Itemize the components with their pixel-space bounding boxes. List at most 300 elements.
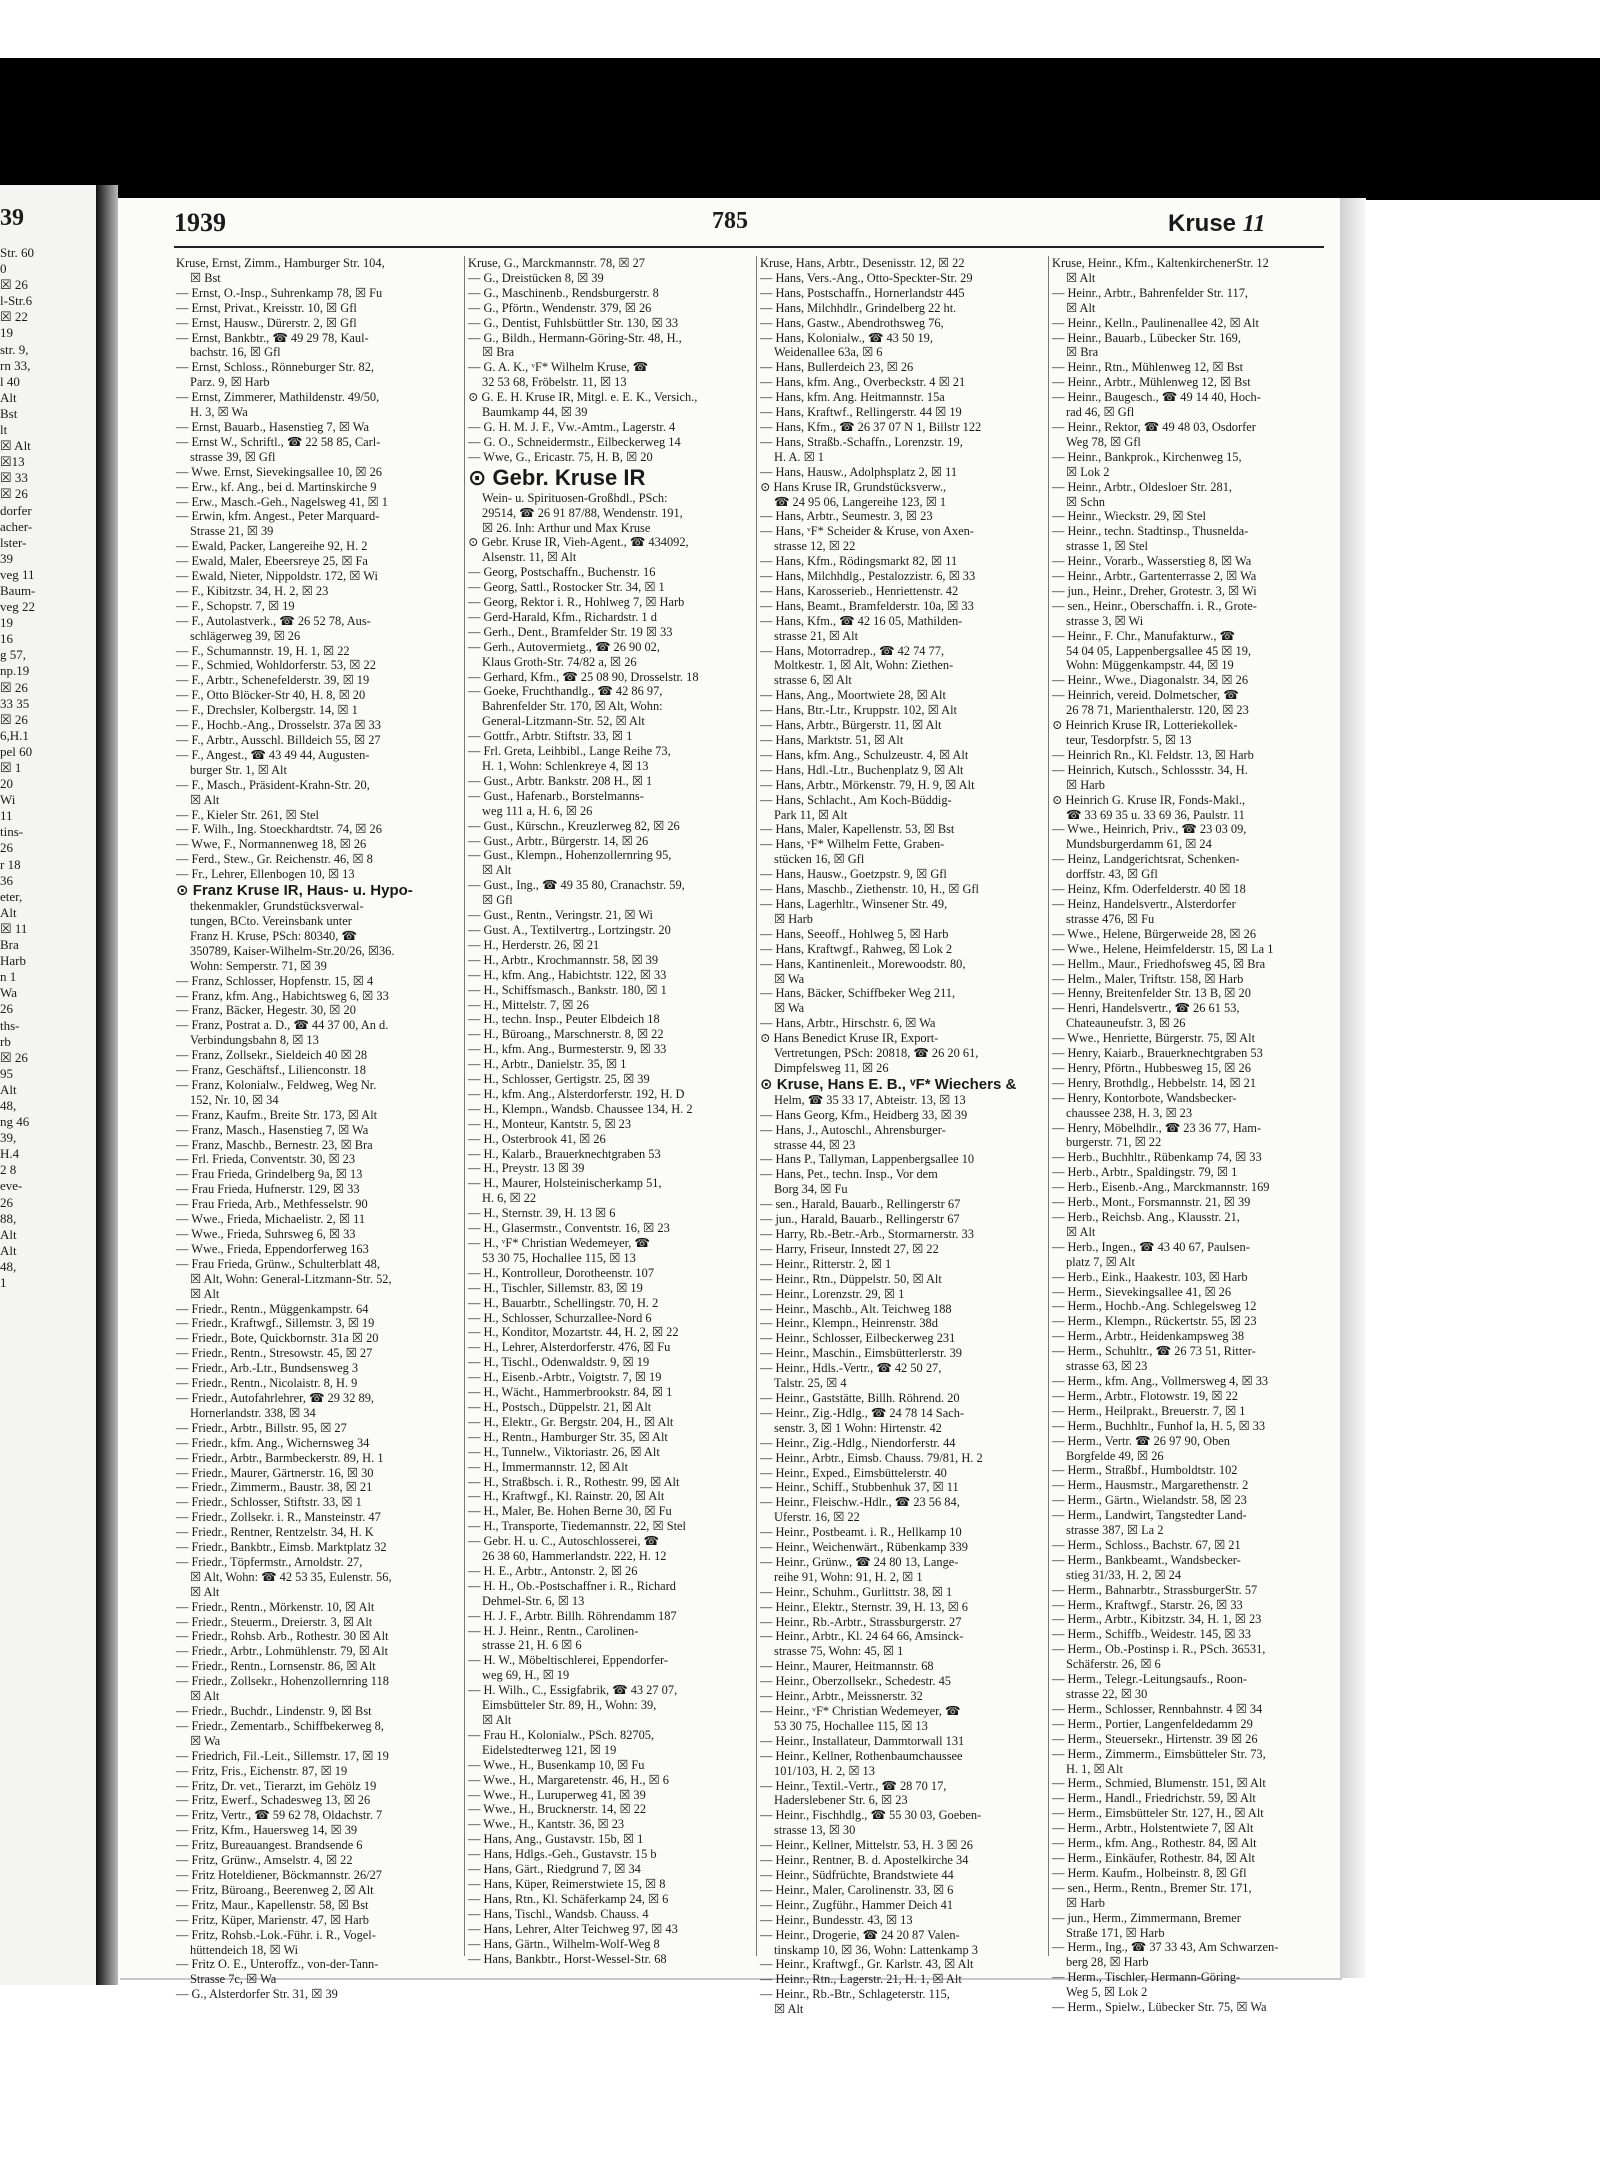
- directory-entry-line: strasse 39, ☒ Gfl: [190, 449, 276, 464]
- directory-entry-line: — H., Straßbsch. i. R., Rothestr. 99, ☒ Alt: [468, 1474, 680, 1489]
- directory-entry-line: — Hans, Kfm., ☎ 26 37 07 N 1, Billstr 122: [760, 419, 982, 434]
- directory-entry-line: — Friedr., Zollsekr. i. R., Mansteinstr. 47: [176, 1510, 381, 1525]
- directory-entry-line: senstr. 3, ☒ 1 Wohn: Hirtenstr. 42: [774, 1420, 942, 1435]
- previous-page-line: ☒ 26: [0, 711, 28, 727]
- directory-entry-line: — Franz, Maschb., Bernestr. 23, ☒ Bra: [176, 1137, 373, 1152]
- directory-entry-line: Mundsburgerdamm 61, ☒ 24: [1066, 837, 1212, 852]
- previous-page-line: 19: [0, 615, 13, 631]
- previous-page-line: Alt: [0, 1226, 17, 1242]
- directory-entry-line: — Heinr., Arbtr., Mühlenweg 12, ☒ Bst: [1052, 375, 1251, 390]
- directory-entry-line: Talstr. 25, ☒ 4: [774, 1376, 847, 1391]
- directory-entry-line: — Herb., Ingen., ☎ 43 40 67, Paulsen-: [1052, 1239, 1250, 1254]
- directory-entry-line: — Fritz, Bureauangest. Brandsende 6: [176, 1838, 363, 1853]
- directory-entry-line: — Heinr., Maurer, Heitmannstr. 68: [760, 1659, 934, 1674]
- previous-page-line: rn 33,: [0, 357, 31, 373]
- directory-entry-line: — Heinr., Kelln., Paulinenallee 42, ☒ Alt: [1052, 315, 1259, 330]
- directory-entry-line: — Hans, Vers.-Ang., Otto-Speckter-Str. 29: [760, 270, 973, 285]
- directory-entry-line: — Heinr., Wieckstr. 29, ☒ Stel: [1052, 509, 1206, 524]
- directory-entry-line: — Wwe., Helene, Heimfelderstr. 15, ☒ La 1: [1052, 941, 1274, 956]
- directory-entry-line: — Hans, Ang., Moortwiete 28, ☒ Alt: [760, 688, 946, 703]
- directory-entry-line: — Franz, Kolonialw., Feldweg, Weg Nr.: [176, 1077, 377, 1092]
- directory-entry-line: — Hans, Rtn., Kl. Schäferkamp 24, ☒ 6: [468, 1891, 669, 1906]
- directory-entry-line: ☒ Bst: [190, 270, 221, 285]
- directory-entry-line: — Herm., Schmied, Blumenstr. 151, ☒ Alt: [1052, 1776, 1266, 1791]
- directory-entry-line: — Hans, Kfm., Rödingsmarkt 82, ☒ 11: [760, 554, 958, 569]
- directory-entry-line: — Henry, Kontorbote, Wandsbecker-: [1052, 1090, 1237, 1105]
- directory-entry-line: Wein- u. Spirituosen-Großhdl., PSch:: [482, 490, 668, 505]
- directory-entry-line: — Heinr., Rentner, B. d. Apostelkirche 34: [760, 1853, 969, 1868]
- directory-entry-line: — H., Schiffsmasch., Bankstr. 180, ☒ 1: [468, 982, 667, 997]
- directory-entry-line: — H., Maurer, Holsteinischerkamp 51,: [468, 1176, 662, 1191]
- directory-entry-line: — Erw., kf. Ang., bei d. Martinskirche 9: [176, 479, 377, 494]
- directory-entry-line: — Wwe., Frieda, Michaelistr. 2, ☒ 11: [176, 1212, 366, 1227]
- directory-entry-line: — Gust. A., Textilvertrg., Lortzingstr. 20: [468, 922, 671, 937]
- directory-entry-line: — Heinr., Südfrüchte, Brandstwiete 44: [760, 1867, 954, 1882]
- previous-page-line: ☒ 26: [0, 277, 28, 293]
- directory-entry-line: ☒ Schn: [1066, 494, 1105, 509]
- directory-entry-line: — Heinr., Hdls.-Vertr., ☎ 42 50 27,: [760, 1361, 942, 1376]
- directory-entry-line: — Wwe., H., Margaretenstr. 46, H., ☒ 6: [468, 1772, 669, 1787]
- previous-page-line: H.4: [0, 1146, 20, 1162]
- previous-page-line: 88,: [0, 1210, 17, 1226]
- directory-entry-line: — Herm., Buchhltr., Funhof la, H. 5, ☒ 33: [1052, 1418, 1266, 1433]
- directory-entry-line: General-Litzmann-Str. 52, ☒ Alt: [482, 714, 645, 729]
- directory-entry-line: — Harry, Rb.-Betr.-Arb., Stormarnerstr. 33: [760, 1227, 974, 1241]
- directory-entry-line: — Fritz, Rohsb.-Lok.-Führ. i. R., Vogel-: [176, 1927, 376, 1942]
- directory-entry-line: Alsenstr. 11, ☒ Alt: [482, 550, 577, 565]
- directory-entry-line: — H., Wächt., Hammerbrookstr. 84, ☒ 1: [468, 1385, 673, 1400]
- directory-entry-line: Straße 171, ☒ Harb: [1066, 1925, 1165, 1940]
- directory-entry-line: ☒ Harb: [1066, 777, 1105, 792]
- page-header: [118, 208, 1340, 240]
- previous-page-line: g 57,: [0, 647, 26, 663]
- directory-entry-line: — Frau Frieda, Grindelberg 9a, ☒ 13: [176, 1167, 363, 1182]
- directory-entry-line: — Herm., Telegr.-Leitungsaufs., Roon-: [1052, 1672, 1248, 1687]
- directory-entry-line: — Hans, Milchhdlr., Grindelberg 22 ht.: [760, 300, 957, 315]
- previous-page-line: eter,: [0, 888, 23, 904]
- directory-entry-line: — Heinr., Exped., Eimsbüttelerstr. 40: [760, 1465, 947, 1480]
- directory-entry-line: — Heinz, Kfm. Oderfelderstr. 40 ☒ 18: [1052, 882, 1246, 897]
- directory-entry-line: — Herm., Vertr. ☎ 26 97 90, Oben: [1052, 1433, 1230, 1448]
- directory-entry-line: — Heinr., Schuhm., Gurlittstr. 38, ☒ 1: [760, 1584, 953, 1599]
- directory-entry-line: — jun., Heinr., Dreher, Grotestr. 3, ☒ Wi: [1052, 583, 1257, 598]
- directory-entry-line: — Frau H., Kolonialw., PSch. 82705,: [468, 1727, 655, 1742]
- directory-entry-line: — H., Büroang., Marschnerstr. 8, ☒ 22: [468, 1027, 664, 1042]
- directory-entry-line: — Fritz, Ewerf., Schadesweg 13, ☒ 26: [176, 1793, 371, 1808]
- previous-page-line: 2 8: [0, 1162, 17, 1178]
- directory-entry-line: — Heinr., Kraftwgf., Gr. Karlstr. 43, ☒ Alt: [760, 1957, 974, 1972]
- directory-entry-line: — Hans, Hdl.-Ltr., Buchenplatz 9, ☒ Alt: [760, 762, 964, 777]
- directory-entry-line: — Heinr., Postbeamt. i. R., Hellkamp 10: [760, 1525, 962, 1540]
- directory-entry-line: — Hans, Bullerdeich 23, ☒ 26: [760, 360, 914, 375]
- directory-entry-line: — Heinr., Maschin., Eimsbütterlerstr. 39: [760, 1346, 963, 1361]
- directory-entry-line: — Hans, ᵛF* Scheider & Kruse, von Axen-: [760, 524, 974, 539]
- directory-entry-line: — Erwin, kfm. Angest., Peter Marquard-: [176, 509, 380, 524]
- directory-entry-line: Weidenallee 63a, ☒ 6: [774, 345, 883, 360]
- previous-page-year: 39: [0, 205, 24, 231]
- directory-entry-line: — H., Klempn., Wandsb. Chaussee 134, H. 2: [468, 1101, 693, 1116]
- directory-entry-line: — Fritz, Kfm., Hauersweg 14, ☒ 39: [176, 1823, 358, 1838]
- directory-entry-line: — Friedr., Rentn., Nicolaistr. 8, H. 9: [176, 1376, 358, 1391]
- directory-entry-line: — Gust., Klempn., Hohenzollernring 95,: [468, 848, 672, 863]
- directory-entry-line: — Heinrich, vereid. Dolmetscher, ☎: [1052, 688, 1239, 703]
- column-3: [760, 256, 1042, 2017]
- directory-entry-line: — Friedr., Rentn., Stresowstr. 45, ☒ 27: [176, 1346, 373, 1361]
- directory-entry-line: H. 1, Wohn: Schlenkreye 4, ☒ 13: [482, 759, 649, 773]
- directory-entry-line: — Herm., Zimmerm., Eimsbütteler Str. 73,: [1052, 1746, 1266, 1761]
- directory-entry-line: — Hellm., Maur., Friedhofsweg 45, ☒ Bra: [1052, 956, 1266, 971]
- previous-page-line: lt: [0, 422, 8, 438]
- directory-entry-line: strasse 13, ☒ 30: [774, 1823, 856, 1838]
- directory-entry-line: — Friedr., Rentner, Rentzelstr. 34, H. K: [176, 1525, 374, 1540]
- previous-page-line: ☒ 1: [0, 760, 22, 775]
- directory-entry-line: — Herb., Eisenb.-Ang., Marckmannstr. 169: [1052, 1180, 1270, 1195]
- directory-entry-line: — G., Pförtn., Wendenstr. 379, ☒ 26: [468, 300, 652, 315]
- directory-entry-line: H. A. ☒ 1: [774, 449, 825, 464]
- directory-entry-line: — Gust., Hafenarb., Borstelmanns-: [468, 788, 644, 803]
- column-4: [1052, 256, 1320, 2015]
- directory-entry-line: — Ewald, Maler, Ebeersreye 25, ☒ Fa: [176, 554, 368, 569]
- directory-entry-line: — Henry, Brothdlg., Hebbelstr. 14, ☒ 21: [1052, 1075, 1257, 1090]
- directory-entry-line: — Friedr., Zimmerm., Baustr. 38, ☒ 21: [176, 1480, 373, 1495]
- directory-entry-line: Weg 78, ☒ Gfl: [1066, 434, 1141, 449]
- directory-entry-line: — H., Konditor, Mozartstr. 44, H. 2, ☒ 22: [468, 1325, 679, 1340]
- directory-entry-line: — Hans, Gärt., Riedgrund 7, ☒ 34: [468, 1862, 641, 1877]
- previous-page-line: Alt: [0, 1081, 17, 1097]
- directory-entry-line: — Heinr., Arbtr., Gartenterrasse 2, ☒ Wa: [1052, 569, 1257, 584]
- directory-entry-line: — G., Dreistücken 8, ☒ 39: [468, 270, 604, 285]
- directory-entry-line: — Ernst, Bankbtr., ☎ 49 29 78, Kaul-: [176, 330, 369, 345]
- directory-entry-line: — Hans, Motorradrep., ☎ 42 74 77,: [760, 643, 945, 658]
- directory-entry-line: — Frl. Greta, Leihbibl., Lange Reihe 73,: [468, 744, 671, 759]
- directory-entry-line: — Herm., Gärtn., Wielandstr. 58, ☒ 23: [1052, 1493, 1247, 1508]
- directory-entry-line: Hornerlandstr. 338, ☒ 34: [190, 1405, 316, 1420]
- directory-entry-line: — Hans, Kolonialw., ☎ 43 50 19,: [760, 330, 933, 345]
- directory-entry-line: — Hans, Ang., Gustavstr. 15b, ☒ 1: [468, 1832, 644, 1847]
- directory-entry-line: — Ernst W., Schriftl., ☎ 22 58 85, Carl-: [176, 434, 381, 449]
- directory-entry-line: — Hans, Beamt., Bramfelderstr. 10a, ☒ 33: [760, 598, 974, 613]
- previous-page-line: 0: [0, 261, 7, 277]
- directory-entry-line: — Heinr., ᵛF* Christian Wedemeyer, ☎: [760, 1704, 961, 1718]
- header-keyword-text: Kruse: [1168, 210, 1237, 237]
- directory-entry-line: strasse 476, ☒ Fu: [1066, 911, 1155, 926]
- directory-entry-line: — Harry, Friseur, Innstedt 27, ☒ 22: [760, 1241, 939, 1256]
- directory-entry-line: — Herb., Arbtr., Spaldingstr. 79, ☒ 1: [1052, 1165, 1238, 1180]
- directory-entry-line: burgerstr. 71, ☒ 22: [1066, 1135, 1162, 1150]
- directory-entry-line: — Herm., Portier, Langenfeldedamm 29: [1052, 1716, 1253, 1731]
- directory-entry-line: — Hans, Hausw., Adolphsplatz 2, ☒ 11: [760, 464, 958, 479]
- directory-entry-line: — Friedr., Maurer, Gärtnerstr. 16, ☒ 30: [176, 1465, 374, 1480]
- directory-entry-line: — Herm., Arbtr., Heidenkampsweg 38: [1052, 1329, 1245, 1344]
- directory-entry-line: — G. O., Schneidermstr., Eilbeckerweg 14: [468, 434, 681, 449]
- directory-entry-line: ☒ Harb: [1066, 1895, 1105, 1910]
- directory-entry-line: — Herb., Eink., Haakestr. 103, ☒ Harb: [1052, 1269, 1248, 1284]
- directory-entry-line: — F., Drechsler, Kolbergstr. 14, ☒ 1: [176, 703, 358, 718]
- directory-entry-line: — Herm., Arbtr., Flotowstr. 19, ☒ 22: [1052, 1388, 1238, 1403]
- directory-entry-line: ☒ Harb: [774, 911, 813, 926]
- directory-entry-line: — Henry, Möbelhdlr., ☎ 23 36 77, Ham-: [1052, 1120, 1262, 1135]
- directory-entry-line: — Herm., Schloss., Bachstr. 67, ☒ 21: [1052, 1537, 1241, 1552]
- directory-entry-line: ☒ Alt: [190, 1584, 220, 1599]
- previous-page-line: 19: [0, 325, 13, 341]
- directory-entry-line: — Herm., Steuersekr., Hirtenstr. 39 ☒ 26: [1052, 1731, 1258, 1746]
- directory-entry-line: — Hans, Lagerhltr., Winsener Str. 49,: [760, 896, 948, 911]
- directory-entry-line: — Franz, Postrat a. D., ☎ 44 37 00, An d.: [176, 1018, 389, 1033]
- directory-entry-line: — H., Monteur, Kantstr. 5, ☒ 23: [468, 1116, 632, 1131]
- directory-entry-line: ☒ Alt, Wohn: General-Litzmann-Str. 52,: [190, 1271, 392, 1286]
- directory-entry-line: 101/103, H. 2, ☒ 13: [774, 1763, 875, 1778]
- directory-entry-line: — Hans, Küper, Reimerstwiete 15, ☒ 8: [468, 1876, 666, 1891]
- directory-entry-line: ⊙ Hans Benedict Kruse IR, Export-: [760, 1031, 939, 1046]
- directory-entry-line: — Hans, Kraftwf., Rellingerstr. 44 ☒ 19: [760, 405, 962, 420]
- previous-page-line: str. 9,: [0, 341, 29, 357]
- directory-entry-line: — Heinr., Installateur, Dammtorwall 131: [760, 1733, 965, 1748]
- previous-page-line: 1: [0, 1275, 7, 1290]
- directory-entry-line: — Friedr., Arbtr., Barmbeckerstr. 89, H. 1: [176, 1450, 384, 1465]
- directory-entry-line: ☒ Wa: [774, 1001, 805, 1016]
- directory-entry-line: — H., Preystr. 13 ☒ 39: [468, 1161, 585, 1176]
- directory-entry-line: 26 38 60, Hammerlandstr. 222, H. 12: [482, 1549, 667, 1564]
- directory-entry-line: — F., Kieler Str. 261, ☒ Stel: [176, 807, 319, 822]
- directory-entry-line: — F., Arbtr., Schenefelderstr. 39, ☒ 19: [176, 673, 370, 688]
- directory-entry-line: — Friedrich, Fil.-Leit., Sillemstr. 17, ☒ 19: [176, 1748, 389, 1763]
- previous-page-line: ☒13: [0, 454, 25, 470]
- directory-entry-line: — Hans, Schlacht., Am Koch-Büddig-: [760, 792, 952, 807]
- directory-entry-line: — G., Alsterdorfer Str. 31, ☒ 39: [176, 1987, 338, 2002]
- directory-entry-line: strasse 21, H. 6 ☒ 6: [482, 1638, 582, 1653]
- directory-entry-line: — Heinr., Schiff., Stubbenhuk 37, ☒ 11: [760, 1480, 959, 1495]
- directory-entry-line: 350789, Kaiser-Wilhelm-Str.20/26, ☒36.: [190, 943, 395, 958]
- previous-page-line: ☒ 26: [0, 1049, 28, 1065]
- directory-entry-line: teur, Tesdorpfstr. 5, ☒ 13: [1066, 733, 1192, 747]
- directory-entry-line: — F., Otto Blöcker-Str 40, H. 8, ☒ 20: [176, 688, 366, 703]
- directory-entry-line: — H., Maler, Be. Hohen Berne 30, ☒ Fu: [468, 1504, 672, 1519]
- directory-entry-line: — Friedr., Rentn., Müggenkampstr. 64: [176, 1301, 369, 1316]
- directory-entry-line: — Heinr., F. Chr., Manufakturw., ☎: [1052, 628, 1235, 643]
- directory-entry-line: — Fritz, Grünw., Amselstr. 4, ☒ 22: [176, 1853, 353, 1868]
- directory-entry-line: — H., Kraftwgf., Kl. Rainstr. 20, ☒ Alt: [468, 1489, 665, 1504]
- directory-entry-line: — Frau Frieda, Hufnerstr. 129, ☒ 33: [176, 1182, 360, 1197]
- previous-page-line: Wi: [0, 792, 16, 808]
- directory-entry-line: — Friedr., Bankbtr., Eimsb. Marktplatz 32: [176, 1540, 387, 1555]
- directory-entry-line: Kruse, Ernst, Zimm., Hamburger Str. 104,: [176, 256, 385, 270]
- previous-page-line: ☒ 22: [0, 309, 28, 325]
- directory-entry-line: — Heinr., Maschb., Alt. Teichweg 188: [760, 1301, 952, 1316]
- directory-entry-line: Wohn: Müggenkampstr. 44, ☒ 19: [1066, 658, 1234, 673]
- directory-entry-line: H. 1, ☒ Alt: [1066, 1761, 1123, 1776]
- previous-page-line: l 40: [0, 373, 20, 389]
- directory-entry-line: — Heinz, Landgerichtsrat, Schenken-: [1052, 852, 1240, 867]
- directory-entry-line: — H., Immermannstr. 12, ☒ Alt: [468, 1459, 629, 1474]
- directory-entry-line: ☒ Alt, Wohn: ☎ 42 53 35, Eulenstr. 56,: [190, 1569, 392, 1584]
- directory-entry-line: — Friedr., Arbtr., Billstr. 95, ☒ 27: [176, 1420, 347, 1435]
- directory-entry-line: ☒ Alt: [1066, 300, 1096, 315]
- directory-entry-line: — F., Kibitzstr. 34, H. 2, ☒ 23: [176, 583, 329, 598]
- directory-entry-line: ☒ Alt: [482, 1713, 512, 1727]
- directory-entry-line: — H., Schlosser, Schurzallee-Nord 6: [468, 1310, 652, 1325]
- directory-entry-line: — Hans, Bankbtr., Horst-Wessel-Str. 68: [468, 1951, 667, 1966]
- directory-entry-line: strasse 387, ☒ La 2: [1066, 1523, 1164, 1538]
- directory-entry-line: strasse 3, ☒ Wi: [1066, 613, 1144, 628]
- directory-entry-line: — Friedr., Kraftwgf., Sillemstr. 3, ☒ 19: [176, 1316, 375, 1331]
- directory-entry-line: — Hans, Arbtr., Mörkenstr. 79, H. 9, ☒ Alt: [760, 777, 975, 792]
- directory-entry-line: — H. H., Ob.-Postschaffner i. R., Richard: [468, 1578, 676, 1593]
- directory-entry-line: — Hans Georg, Kfm., Heidberg 33, ☒ 39: [760, 1107, 968, 1122]
- directory-entry-line: — Hans, Lehrer, Alter Teichweg 97, ☒ 43: [468, 1921, 678, 1936]
- previous-page-line: 95: [0, 1065, 13, 1081]
- directory-entry-line: — H., kfm. Ang., Habichtstr. 122, ☒ 33: [468, 967, 667, 982]
- directory-entry-line: — Herm., Handl., Friedrichstr. 59, ☒ Alt: [1052, 1791, 1256, 1806]
- previous-page-line: n 1: [0, 969, 17, 985]
- directory-entry-line: — H. J. Heinr., Rentn., Carolinen-: [468, 1623, 639, 1638]
- directory-entry-line: — G., Bildh., Hermann-Göring-Str. 48, H.,: [468, 330, 682, 345]
- directory-entry-line: — Georg, Rektor i. R., Hohlweg 7, ☒ Harb: [468, 595, 685, 610]
- directory-entry-line: ⊙ Gebr. Kruse IR: [468, 464, 646, 490]
- directory-entry-line: strasse 22, ☒ 30: [1066, 1687, 1148, 1701]
- directory-entry-line: — Heinr., techn. Stadtinsp., Thusnelda-: [1052, 524, 1249, 539]
- directory-entry-line: Strasse 21, ☒ 39: [190, 524, 274, 539]
- directory-entry-line: — Hans, ᵛF* Wilhelm Fette, Graben-: [760, 837, 945, 852]
- directory-entry-line: ☒ Bra: [482, 345, 515, 360]
- scan-border-band: [0, 58, 1600, 200]
- directory-entry-line: — F., Hochb.-Ang., Drosselstr. 37a ☒ 33: [176, 718, 381, 733]
- directory-entry-line: — Heinr., Grünw., ☎ 24 80 13, Lange-: [760, 1554, 959, 1569]
- directory-entry-line: — Hans, Gärtn., Wilhelm-Wolf-Weg 8: [468, 1936, 660, 1951]
- directory-entry-line: — Herm., Arbtr., Kibitzstr. 34, H. 1, ☒ 23: [1052, 1612, 1262, 1627]
- directory-entry-line: ☒ Alt: [482, 863, 512, 878]
- previous-page-line: veg 22: [0, 599, 36, 615]
- directory-entry-line: — H. W., Möbeltischlerei, Eppendorfer-: [468, 1653, 669, 1668]
- directory-entry-line: ⊙ Kruse, Hans E. B., ᵛF* Wiechers &: [760, 1075, 1017, 1093]
- previous-page-fragment: [0, 185, 96, 1985]
- previous-page-line: eve-: [0, 1178, 23, 1194]
- directory-entry-line: — Heinr., Arbtr., Eimsb. Chauss. 79/81, H. 2: [760, 1450, 983, 1465]
- directory-entry-line: — jun., Harald, Bauarb., Rellingerstr 67: [760, 1212, 960, 1227]
- directory-page: [118, 198, 1340, 2017]
- directory-entry-line: — Fritz, Büroang., Beerenweg 2, ☒ Alt: [176, 1882, 374, 1897]
- directory-entry-line: — Hans P., Tallyman, Lappenbergsallee 10: [760, 1152, 975, 1167]
- directory-entry-line: — H., Postsch., Düppelstr. 21, ☒ Alt: [468, 1399, 652, 1414]
- previous-page-line: 11: [0, 808, 13, 824]
- directory-entry-line: — Heinr., Ritterstr. 2, ☒ 1: [760, 1256, 892, 1271]
- directory-entry-line: — Hans, kfm. Ang., Overbeckstr. 4 ☒ 21: [760, 375, 966, 390]
- directory-entry-line: strasse 6, ☒ Alt: [774, 673, 852, 688]
- directory-entry-line: — Herm., Schlosser, Rennbahnstr. 4 ☒ 34: [1052, 1701, 1263, 1716]
- directory-entry-line: — F., Arbtr., Ausschl. Billdeich 55, ☒ 27: [176, 733, 381, 747]
- directory-entry-line: — Friedr., Rentn., Mörkenstr. 10, ☒ Alt: [176, 1599, 375, 1614]
- directory-entry-line: 26 78 71, Marienthalerstr. 120, ☒ 23: [1066, 703, 1249, 718]
- directory-entry-line: chaussee 238, H. 3, ☒ 23: [1066, 1105, 1193, 1120]
- previous-page-line: 6,H.1: [0, 727, 29, 743]
- directory-entry-line: — Gerd-Harald, Kfm., Richardstr. 1 d: [468, 609, 657, 624]
- directory-entry-line: — Herm., Spielw., Lübecker Str. 75, ☒ Wa: [1052, 2000, 1267, 2015]
- directory-entry-line: weg 111 a, H. 6, ☒ 26: [482, 803, 593, 818]
- directory-entry-line: — Heinr., Schlosser, Eilbeckerweg 231: [760, 1331, 956, 1346]
- previous-page-line: veg 11: [0, 566, 35, 582]
- directory-entry-line: tinskamp 10, ☒ 36, Wohn: Lattenkamp 3: [774, 1942, 978, 1957]
- directory-entry-line: — Hans, Marktstr. 51, ☒ Alt: [760, 733, 904, 747]
- directory-entry-line: — Heinr., Weichenwärt., Rübenkamp 339: [760, 1540, 968, 1555]
- directory-entry-line: — Hans, Karosserieb., Henriettenstr. 42: [760, 583, 959, 598]
- directory-entry-line: — Georg, Sattl., Rostocker Str. 34, ☒ 1: [468, 580, 665, 595]
- directory-entry-line: ⊙ G. E. H. Kruse IR, Mitgl. e. E. K., Versich.,: [468, 390, 698, 405]
- directory-entry-line: ☒ Alt: [190, 1286, 220, 1301]
- directory-entry-line: — Friedr., Rohsb. Arb., Rothestr. 30 ☒ Alt: [176, 1629, 389, 1644]
- directory-entry-line: — Heinr., Baugesch., ☎ 49 14 40, Hoch-: [1052, 390, 1261, 405]
- previous-page-line: ☒ Alt: [0, 438, 31, 454]
- directory-entry-line: — Heinrich, Kutsch., Schlossstr. 34, H.: [1052, 762, 1248, 777]
- directory-entry-line: burger Str. 1, ☒ Alt: [190, 762, 287, 777]
- directory-entry-line: Chateauneufstr. 3, ☒ 26: [1066, 1016, 1186, 1031]
- directory-entry-line: — F., Angest., ☎ 43 49 44, Augusten-: [176, 747, 370, 762]
- directory-entry-line: — Heinr., Kellner, Mittelstr. 53, H. 3 ☒ 26: [760, 1838, 973, 1853]
- directory-entry-line: — Friedr., Schlosser, Stiftstr. 33, ☒ 1: [176, 1495, 362, 1510]
- directory-entry-line: Kruse, Heinr., Kfm., KaltenkirchenerStr. 12: [1052, 256, 1269, 270]
- directory-entry-line: Verbindungsbahn 8, ☒ 13: [190, 1033, 319, 1048]
- directory-entry-line: — Heinr., Arbtr., Meissnerstr. 32: [760, 1689, 923, 1704]
- directory-entry-line: — Hans, Postschaffn., Hornerlandstr 445: [760, 285, 965, 300]
- directory-entry-line: — Hans, Straßb.-Schaffn., Lorenzstr. 19,: [760, 434, 963, 449]
- directory-entry-line: H. 6, ☒ 22: [482, 1191, 537, 1206]
- directory-entry-line: 53 30 75, Hochallee 115, ☒ 13: [774, 1718, 928, 1733]
- directory-entry-line: — Henry, Pförtn., Hubbesweg 15, ☒ 26: [1052, 1060, 1251, 1075]
- directory-entry-line: — Ernst, Zimmerer, Mathildenstr. 49/50,: [176, 390, 380, 405]
- directory-entry-line: berg 28, ☒ Harb: [1066, 1955, 1149, 1970]
- directory-entry-line: — Frl. Frieda, Conventstr. 30, ☒ 23: [176, 1152, 356, 1167]
- previous-page-line: 20: [0, 776, 13, 792]
- previous-page-line: ng 46: [0, 1114, 30, 1130]
- directory-entry-line: — Friedr., Bote, Quickbornstr. 31a ☒ 20: [176, 1331, 379, 1346]
- previous-page-line: 39,: [0, 1130, 17, 1146]
- directory-entry-line: — Ernst, Privat., Kreisstr. 10, ☒ Gfl: [176, 300, 357, 315]
- directory-entry-line: — sen., Herm., Rentn., Bremer Str. 171,: [1052, 1880, 1252, 1895]
- directory-entry-line: — Frau Frieda, Arb., Methfesselstr. 90: [176, 1197, 368, 1212]
- directory-entry-line: Weg 5, ☒ Lok 2: [1066, 1985, 1148, 2000]
- directory-entry-line: Uferstr. 16, ☒ 22: [774, 1510, 860, 1525]
- directory-entry-line: — Friedr., kfm. Ang., Wichernsweg 34: [176, 1435, 370, 1450]
- directory-entry-line: 54 04 05, Lappenbergsallee 45 ☒ 19,: [1066, 643, 1251, 658]
- directory-entry-line: — H. E., Arbtr., Antonstr. 2, ☒ 26: [468, 1563, 638, 1578]
- directory-entry-line: — Friedr., Rentn., Lornsenstr. 86, ☒ Alt: [176, 1659, 376, 1674]
- directory-entry-line: — Heinr., Drogerie, ☎ 24 20 87 Valen-: [760, 1927, 960, 1942]
- directory-entry-line: — Friedr., Arbtr., Lohmühlenstr. 79, ☒ Alt: [176, 1644, 389, 1659]
- directory-entry-line: — Friedr., Zollsekr., Hohenzollernring 118: [176, 1674, 389, 1689]
- directory-entry-line: ☒ Alt: [190, 1689, 220, 1704]
- directory-entry-line: — Fritz Hoteldiener, Böckmannstr. 26/27: [176, 1867, 382, 1882]
- directory-entry-line: — Heinr., Elektr., Sternstr. 39, H. 13, ☒ 6: [760, 1599, 968, 1614]
- directory-entry-line: — Hans, kfm. Ang., Schulzeustr. 4, ☒ Alt: [760, 747, 969, 762]
- header-year: 1939: [174, 208, 226, 237]
- directory-entry-line: — G. A. K., ᵛF* Wilhelm Kruse, ☎: [468, 360, 649, 375]
- directory-entry-line: — Hans, J., Autoschl., Ahrensburger-: [760, 1122, 946, 1137]
- header-rule: [174, 246, 1324, 248]
- directory-entry-line: ☒ Lok 2: [1066, 464, 1110, 479]
- directory-entry-line: — Fritz O. E., Unteroffz., von-der-Tann-: [176, 1957, 379, 1972]
- directory-entry-line: Baumkamp 44, ☒ 39: [482, 405, 588, 420]
- directory-entry-line: — Herm., Ob.-Postinsp i. R., PSch. 36531,: [1052, 1642, 1266, 1657]
- page-number: 785: [712, 208, 748, 234]
- directory-entry-line: Strasse 7c, ☒ Wa: [190, 1972, 277, 1987]
- previous-page-line: 48,: [0, 1258, 17, 1274]
- directory-entry-line: — F., Masch., Präsident-Krahn-Str. 20,: [176, 777, 370, 792]
- directory-entry-line: — Herm., Hausmstr., Margarethenstr. 2: [1052, 1478, 1249, 1493]
- directory-entry-line: — F., Schopstr. 7, ☒ 19: [176, 598, 295, 613]
- directory-entry-line: — Helm., Maler, Triftstr. 158, ☒ Harb: [1052, 971, 1244, 986]
- directory-entry-line: — H., Mittelstr. 7, ☒ 26: [468, 997, 589, 1012]
- directory-entry-line: — Heinr., Klempn., Heinrenstr. 38d: [760, 1316, 938, 1331]
- directory-entry-line: — H. Wilh., C., Essigfabrik, ☎ 43 27 07,: [468, 1683, 678, 1698]
- directory-entry-line: hüttendeich 18, ☒ Wi: [190, 1942, 299, 1957]
